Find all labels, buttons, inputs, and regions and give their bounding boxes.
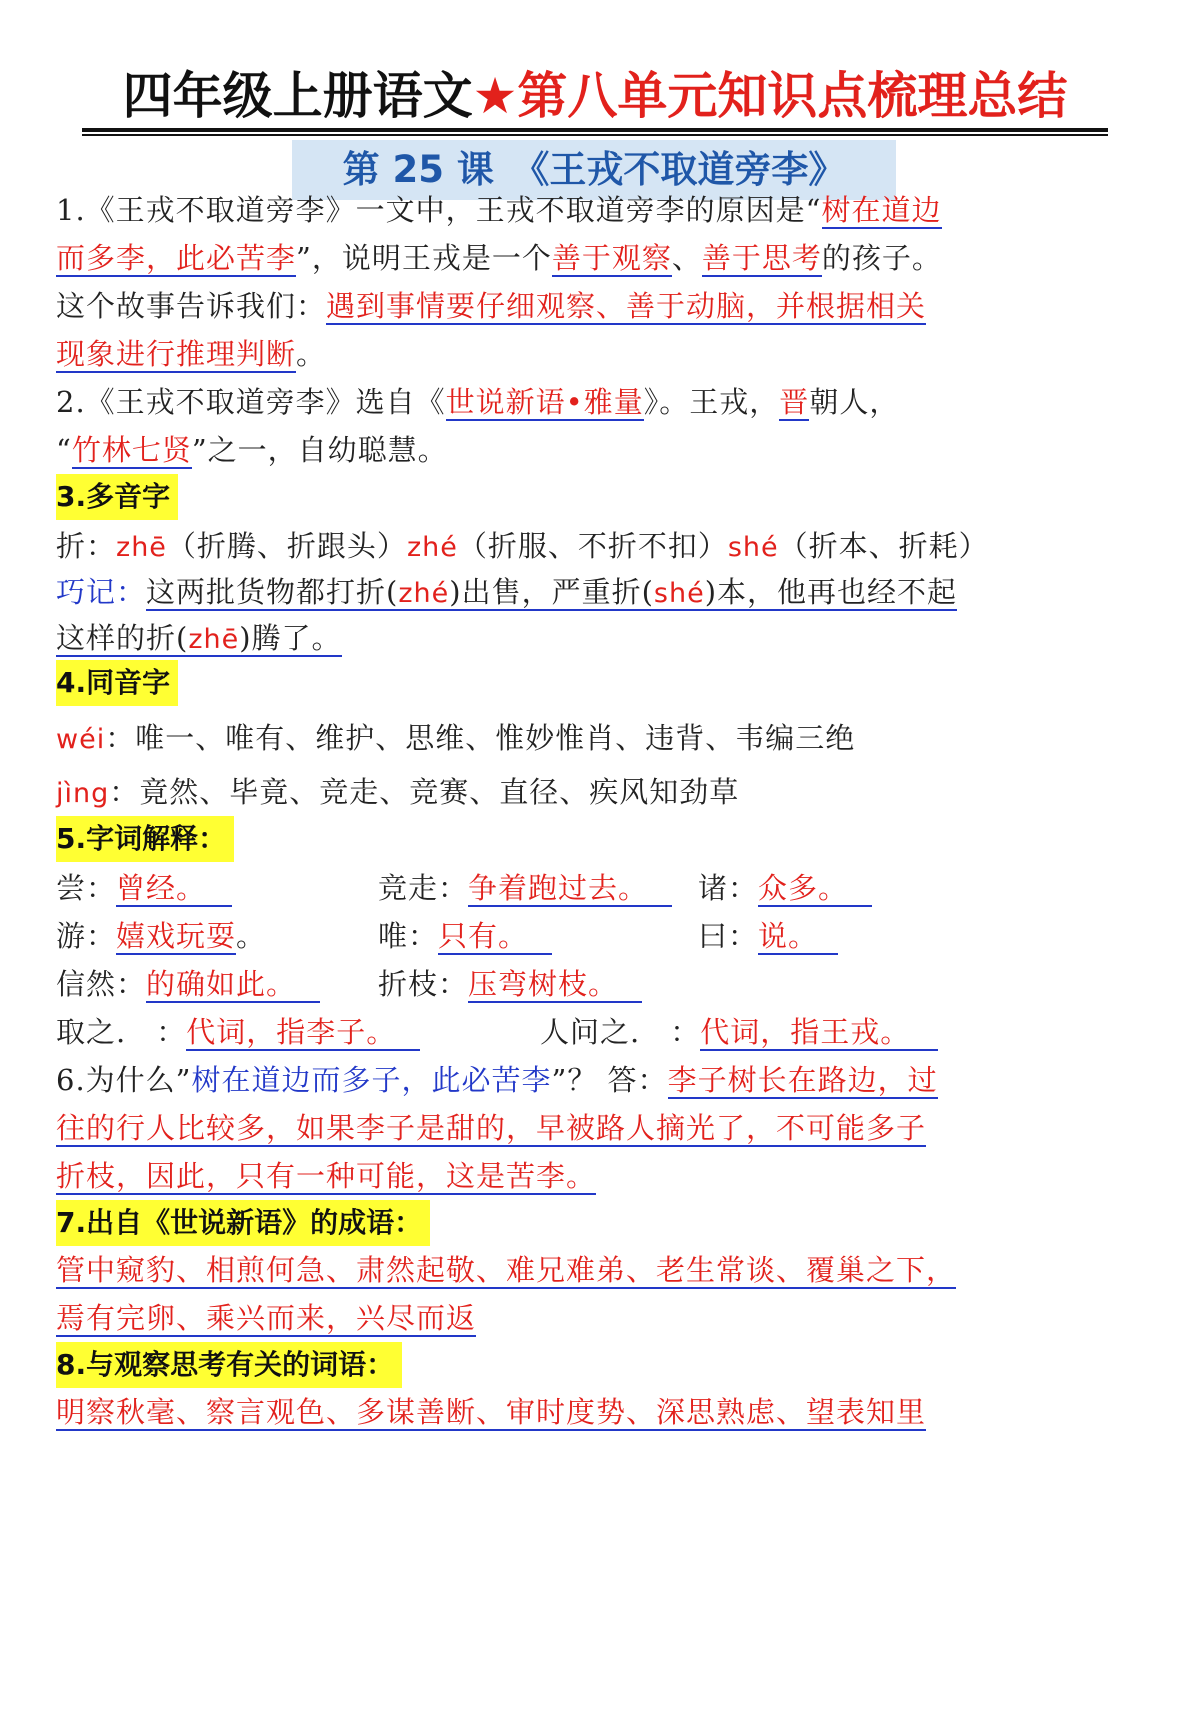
mnemonic-text	[146, 575, 957, 611]
s1-answer: 善于思考	[701, 241, 822, 275]
gloss-item	[698, 914, 838, 962]
s1-line3	[56, 284, 926, 332]
s6-line2	[56, 1106, 926, 1154]
s6-line3	[56, 1154, 596, 1202]
polyphone-line	[56, 524, 989, 572]
words: （折服、不折不扣）	[457, 529, 728, 563]
text: )出售，严重折(	[449, 575, 654, 609]
s1-text: 1.《王戎不取道旁李》一文中，王戎不取道旁李的原因是“	[56, 193, 822, 227]
s6-question: 树在道边而多子，此必苦李	[191, 1063, 552, 1097]
mnemonic-line2	[56, 616, 342, 664]
idioms-line2	[56, 1296, 476, 1344]
s6-answer: 往的行人比较多，如果李子是甜的，早被路人摘光了，不可能多子	[56, 1111, 927, 1145]
s1-text: 、	[671, 241, 702, 275]
mnemonic-text	[56, 621, 342, 657]
gloss-answer: 代词，指李子。	[186, 1015, 420, 1051]
text: 这样的折(	[56, 621, 189, 655]
title-underline-thin	[82, 134, 1108, 136]
gloss-item	[540, 1010, 938, 1058]
s2-text: 2.《王戎不取道旁李》选自《	[56, 385, 446, 419]
title-left: 四年级上册语文	[122, 67, 473, 125]
idioms-answer: 管中窥豹、相煎何急、肃然起敬、难兄难弟、老生常谈、覆巢之下，	[56, 1253, 957, 1287]
words: （折本、折耗）	[778, 529, 989, 563]
gloss-answer: 代词，指王戎。	[700, 1015, 938, 1051]
gloss-answer: 说。	[758, 919, 838, 955]
idioms-answer: 焉有完卵、乘兴而来，兴尽而返	[56, 1301, 477, 1335]
s1-line2	[56, 236, 942, 284]
s2-text: 》。王戎，	[643, 385, 780, 419]
s2-answer: 世说新语•雅量	[445, 385, 644, 419]
gloss-answer: 曾经。	[116, 871, 232, 907]
text: )本，他再也经不起	[704, 575, 958, 609]
text: 这两批货物都打折(	[146, 575, 399, 609]
gloss-item	[56, 962, 320, 1010]
pinyin: shé	[727, 532, 779, 563]
s2-line1	[56, 380, 899, 428]
s1-answer: 善于观察	[551, 241, 672, 275]
gloss-item	[56, 1010, 420, 1058]
section-heading-polyphone: 3.多音字	[56, 474, 178, 520]
s1-line1	[56, 188, 942, 236]
s1-text: ”，说明王戎是一个	[296, 241, 552, 275]
s2-text: ”之一，自幼聪慧。	[191, 433, 448, 467]
text: )腾了。	[239, 621, 342, 655]
idioms-line1	[56, 1248, 956, 1296]
gloss-item	[56, 914, 266, 962]
s1-answer: 而多李，此必苦李	[56, 241, 297, 275]
gloss-term: 人问之. ：	[540, 1015, 701, 1049]
gloss-term: 折枝：	[378, 967, 469, 1001]
homophone-words: ：竟然、毕竟、竞走、竞赛、直径、疾风知劲草	[109, 775, 740, 809]
s2-line2	[56, 428, 448, 476]
lesson-heading: 第 25 课 《王戎不取道旁李》	[292, 140, 896, 200]
observation-words-answer: 明察秋毫、察言观色、多谋善断、审时度势、深思熟虑、望表知里	[56, 1395, 927, 1429]
gloss-answer: 只有。	[438, 919, 552, 955]
gloss-answer: 争着跑过去。	[468, 871, 672, 907]
gloss-term: 取之. ：	[56, 1015, 187, 1049]
gloss-answer: 嬉戏玩耍	[116, 919, 237, 953]
s1-answer: 现象进行推理判断	[56, 337, 297, 371]
pinyin: jìng	[56, 778, 110, 809]
mnemonic-label: 巧记：	[56, 575, 147, 609]
gloss-term: 曰：	[698, 919, 759, 953]
gloss-answer: 压弯树枝。	[468, 967, 642, 1003]
pinyin: zhē	[188, 624, 240, 655]
s1-answer: 遇到事情要仔细观察、善于动脑，并根据相关	[326, 289, 927, 323]
gloss-answer: 的确如此。	[146, 967, 320, 1003]
section-heading-idioms: 7.出自《世说新语》的成语：	[56, 1200, 430, 1246]
s1-text: 的孩子。	[821, 241, 942, 275]
homophone-line1	[56, 716, 855, 764]
gloss-term: 唯：	[378, 919, 439, 953]
section-heading-homophone: 4.同音字	[56, 660, 178, 706]
gloss-item	[56, 866, 232, 914]
gloss-answer: 众多。	[758, 871, 872, 907]
gloss-term: 竞走：	[378, 871, 469, 905]
s6-text: ”？ 答：	[551, 1063, 668, 1097]
pinyin: zhē	[116, 532, 167, 563]
section-heading-glossary: 5.字词解释：	[56, 816, 234, 862]
s6-answer: 李子树长在路边，过	[667, 1063, 938, 1097]
pinyin: shé	[653, 578, 705, 609]
s6-line1	[56, 1058, 938, 1106]
pinyin: zhé	[406, 532, 458, 563]
homophone-line2	[56, 770, 739, 818]
section-heading-observation-words: 8.与观察思考有关的词语：	[56, 1342, 402, 1388]
char: 折：	[56, 529, 117, 563]
s2-answer: 晋	[779, 385, 810, 419]
s1-answer: 树在道边	[821, 193, 942, 227]
gloss-term: 游：	[56, 919, 117, 953]
gloss-item	[378, 914, 552, 962]
observation-words-line	[56, 1390, 926, 1438]
gloss-item	[378, 962, 642, 1010]
gloss-item	[378, 866, 672, 914]
s2-text: 朝人，	[809, 385, 900, 419]
homophone-words: ：唯一、唯有、维护、思维、惟妙惟肖、违背、韦编三绝	[105, 721, 856, 755]
pinyin: wéi	[56, 724, 106, 755]
gloss-term: 尝：	[56, 871, 117, 905]
star-icon: ★	[472, 67, 518, 125]
title-underline	[82, 128, 1108, 132]
gloss-term: 信然：	[56, 967, 147, 1001]
s1-line4	[56, 332, 326, 380]
s1-text: 这个故事告诉我们：	[56, 289, 327, 323]
pinyin: zhé	[398, 578, 450, 609]
gloss-tail: 。	[236, 919, 267, 953]
words: （折腾、折跟头）	[166, 529, 407, 563]
title-right: 第八单元知识点梳理总结	[517, 67, 1068, 125]
s6-answer: 折枝，因此，只有一种可能，这是苦李。	[56, 1159, 597, 1193]
s1-text: 。	[296, 337, 327, 371]
gloss-item	[698, 866, 872, 914]
page-title	[80, 62, 1110, 130]
s2-text: “	[56, 433, 72, 467]
gloss-term: 诸：	[698, 871, 759, 905]
s2-answer: 竹林七贤	[71, 433, 192, 467]
mnemonic-line1	[56, 570, 957, 618]
s6-text: 6.为什么”	[56, 1063, 192, 1097]
